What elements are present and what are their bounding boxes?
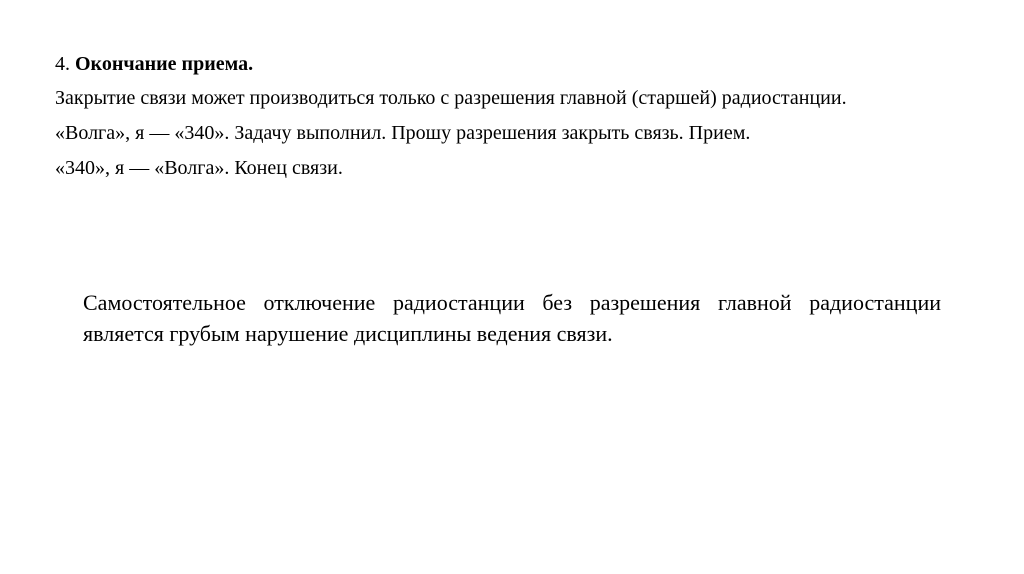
closing-rule-paragraph: Закрытие связи может производиться только с разрешения главной (старшей) радиостанции. xyxy=(55,87,847,109)
section-number: 4. xyxy=(55,53,70,75)
section-title: Окончание приема. xyxy=(75,53,254,75)
radio-request-line: «Волга», я — «340». Задачу выполнил. Прошу разрешения закрыть связь. Прием. xyxy=(55,122,751,144)
discipline-note: Самостоятельное отключение радиостанции без разрешения главной радиостанции является грубым нарушение дисциплины ведения связи. xyxy=(83,290,941,346)
procedure-block xyxy=(55,52,970,191)
radio-response-line: «340», я — «Волга». Конец связи. xyxy=(55,157,343,179)
section-heading xyxy=(55,52,970,77)
